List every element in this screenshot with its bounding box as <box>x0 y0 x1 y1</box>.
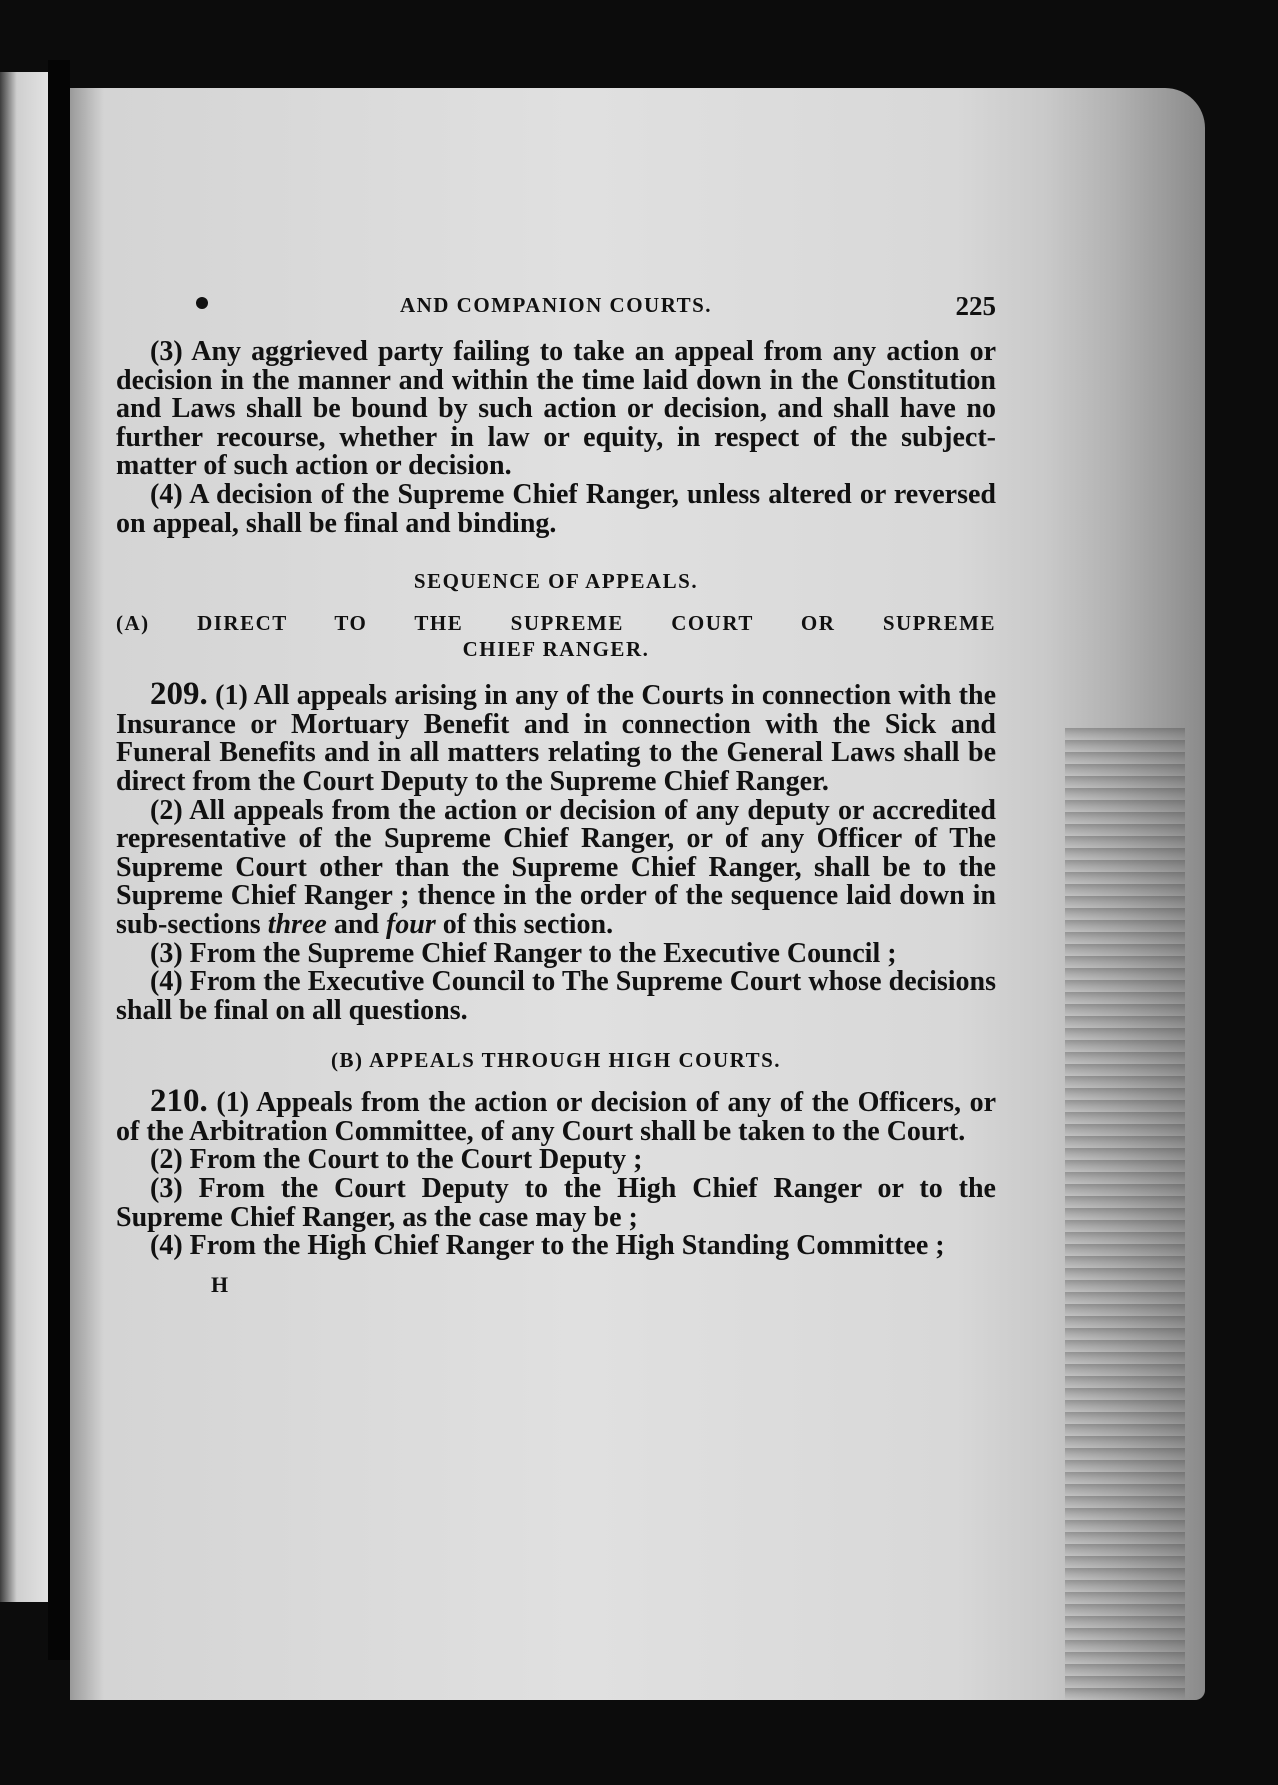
section-210-para-4: (4) From the High Chief Ranger to the High Standing Committee ; <box>150 1230 945 1262</box>
section-209-para-2-after: of this section. <box>435 908 614 940</box>
section-a-heading-line2: CHIEF RANGER. <box>462 637 650 662</box>
section-209-para-1 <box>116 676 997 797</box>
section-209-para-2 <box>116 794 996 940</box>
section-210-para-1 <box>116 1083 997 1147</box>
section-a-heading-line1: (A) DIRECT TO THE SUPREME COURT OR SUPREME <box>116 611 996 636</box>
section-209-para-3: (3) From the Supreme Chief Ranger to the Executive Council ; <box>150 937 897 969</box>
book-page <box>70 88 1205 1700</box>
paragraph-3: (3) Any aggrieved party failing to take an appeal from any action or decision in the manner and within the time laid down in the Constitution and Laws shall be bound by such action or decision, and shall have no further recourse, whether in law or equity, in respect of the subject-matter of such action or decision. <box>116 336 996 482</box>
section-b-heading: (B) APPEALS THROUGH HIGH COURTS. <box>330 1048 781 1073</box>
section-210-para-3: (3) From the Court Deputy to the High Chief Ranger or to the Supreme Chief Ranger, as the case may be ; <box>116 1173 996 1233</box>
page-edge-stain <box>1065 728 1185 1700</box>
section-209-para-1-text: (1) All appeals arising in any of the Courts in connection with the Insurance or Mortuary Benefit and in connection with the Sick and Funeral Benefits and in all matters relating to the General Laws shall be direct from the Court Deputy to the Supreme Chief Ranger. <box>116 680 997 797</box>
facing-page-edge <box>0 72 48 1602</box>
section-209-para-2-mid: and <box>326 908 386 940</box>
section-210-para-1-text: (1) Appeals from the action or decision of any of the Officers, or of the Arbitration Committee, of any Court shall be taken to the Court. <box>116 1087 997 1147</box>
sequence-heading: SEQUENCE OF APPEALS. <box>413 569 699 594</box>
book-gutter <box>48 60 70 1660</box>
section-210-para-2: (2) From the Court to the Court Deputy ; <box>150 1144 643 1176</box>
paragraph-4: (4) A decision of the Supreme Chief Ranger, unless altered or reversed on appeal, shall be final and binding. <box>116 478 996 539</box>
page-number: 225 <box>955 291 996 321</box>
signature-mark: H <box>211 1271 229 1297</box>
section-number-209: 209. <box>150 676 208 713</box>
running-head <box>116 285 996 325</box>
emphasis-four: four <box>385 908 436 940</box>
section-number-210: 210. <box>150 1083 208 1120</box>
emphasis-three: three <box>267 908 327 940</box>
section-209-para-2-before: (2) All appeals from the action or decision of any deputy or accredited representative of the Supreme Chief Ranger, or of any Officer of The Supreme Court other than the Supreme Chief Ranger, shall be to the Supreme Chief Ranger ; thence in the order of the sequence laid down in sub-sections <box>116 794 996 940</box>
section-209-para-4: (4) From the Executive Council to The Supreme Court whose decisions shall be final on all questions. <box>116 966 996 1026</box>
body-text <box>116 338 996 1299</box>
running-head-title: AND COMPANION COURTS. <box>399 293 713 317</box>
